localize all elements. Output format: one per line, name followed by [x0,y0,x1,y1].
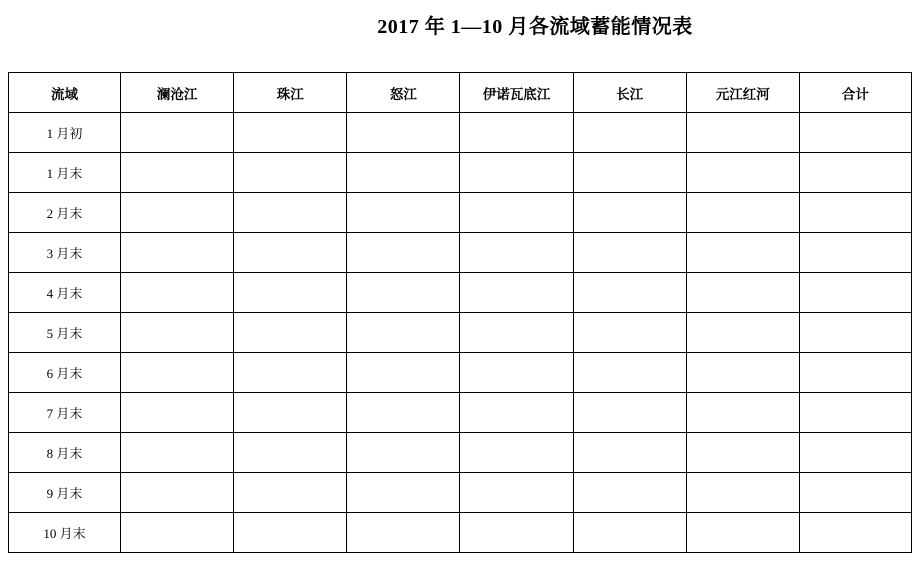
table-cell[interactable] [686,433,799,473]
row-label: 4 月末 [9,273,121,313]
table-row [9,153,912,193]
row-label: 7 月末 [9,393,121,433]
table-cell[interactable] [686,393,799,433]
table-row [9,193,912,233]
row-label: 5 月末 [9,313,121,353]
table-cell[interactable] [234,393,347,433]
column-header-changjiang: 长江 [573,73,686,113]
table-cell[interactable] [799,273,911,313]
table-cell[interactable] [686,513,799,553]
table-row [9,273,912,313]
table-cell[interactable] [573,393,686,433]
table-cell[interactable] [799,233,911,273]
table-cell[interactable] [234,113,347,153]
table-cell[interactable] [686,153,799,193]
row-label: 1 月初 [9,113,121,153]
table-cell[interactable] [121,313,234,353]
storage-energy-table [8,72,912,553]
row-label: 1 月末 [9,153,121,193]
table-cell[interactable] [573,113,686,153]
column-header-nujiang: 怒江 [347,73,460,113]
table-cell[interactable] [234,473,347,513]
table-cell[interactable] [121,273,234,313]
table-cell[interactable] [121,233,234,273]
table-cell[interactable] [799,193,911,233]
table-cell[interactable] [234,513,347,553]
table-cell[interactable] [347,113,460,153]
table-cell[interactable] [460,433,573,473]
column-header-basin: 流域 [9,73,121,113]
column-header-total: 合计 [799,73,911,113]
table-cell[interactable] [121,153,234,193]
table-cell[interactable] [460,513,573,553]
table-cell[interactable] [460,233,573,273]
table-cell[interactable] [234,153,347,193]
table-cell[interactable] [347,473,460,513]
table-cell[interactable] [573,433,686,473]
column-header-yuanjiang-honghe: 元江红河 [686,73,799,113]
table-row [9,433,912,473]
table-cell[interactable] [460,313,573,353]
table-cell[interactable] [347,273,460,313]
table-row [9,473,912,513]
table-cell[interactable] [347,313,460,353]
table-header [9,73,912,113]
table-row [9,393,912,433]
table-cell[interactable] [460,153,573,193]
table-cell[interactable] [799,113,911,153]
table-cell[interactable] [121,353,234,393]
table-cell[interactable] [347,393,460,433]
row-label: 10 月末 [9,513,121,553]
table-cell[interactable] [347,193,460,233]
table-cell[interactable] [347,153,460,193]
table-row [9,513,912,553]
table-row [9,113,912,153]
table-cell[interactable] [686,313,799,353]
table-body [9,113,912,553]
table-cell[interactable] [347,233,460,273]
table-cell[interactable] [347,513,460,553]
table-cell[interactable] [347,353,460,393]
table-cell[interactable] [573,273,686,313]
table-cell[interactable] [573,233,686,273]
row-label: 3 月末 [9,233,121,273]
table-header-row [9,73,912,113]
table-cell[interactable] [573,513,686,553]
table-cell[interactable] [121,473,234,513]
table-container [8,72,912,553]
table-cell[interactable] [799,313,911,353]
table-cell[interactable] [234,313,347,353]
table-cell[interactable] [460,353,573,393]
table-cell[interactable] [573,153,686,193]
table-cell[interactable] [799,513,911,553]
table-cell[interactable] [686,193,799,233]
table-cell[interactable] [234,433,347,473]
table-cell[interactable] [573,193,686,233]
table-cell[interactable] [121,193,234,233]
page-title: 2017 年 1—10 月各流域蓄能情况表 [377,16,693,38]
table-cell[interactable] [234,193,347,233]
table-cell[interactable] [234,353,347,393]
table-cell[interactable] [799,473,911,513]
table-row [9,313,912,353]
column-header-irrawaddy: 伊诺瓦底江 [460,73,573,113]
table-cell[interactable] [234,233,347,273]
table-cell[interactable] [347,433,460,473]
table-cell[interactable] [460,273,573,313]
column-header-lancang: 澜沧江 [121,73,234,113]
row-label: 9 月末 [9,473,121,513]
table-cell[interactable] [460,473,573,513]
table-cell[interactable] [799,433,911,473]
table-cell[interactable] [686,273,799,313]
column-header-zhujiang: 珠江 [234,73,347,113]
table-cell[interactable] [121,113,234,153]
table-cell[interactable] [460,393,573,433]
table-cell[interactable] [573,353,686,393]
table-cell[interactable] [573,473,686,513]
table-row [9,353,912,393]
table-cell[interactable] [121,513,234,553]
table-cell[interactable] [121,433,234,473]
table-cell[interactable] [121,393,234,433]
row-label: 2 月末 [9,193,121,233]
table-cell[interactable] [460,193,573,233]
row-label: 6 月末 [9,353,121,393]
row-label: 8 月末 [9,433,121,473]
table-cell[interactable] [686,353,799,393]
table-cell[interactable] [234,273,347,313]
table-cell[interactable] [686,113,799,153]
table-cell[interactable] [460,113,573,153]
table-cell[interactable] [799,153,911,193]
table-cell[interactable] [686,233,799,273]
table-cell[interactable] [799,393,911,433]
table-cell[interactable] [686,473,799,513]
table-cell[interactable] [573,313,686,353]
table-row [9,233,912,273]
table-cell[interactable] [799,353,911,393]
